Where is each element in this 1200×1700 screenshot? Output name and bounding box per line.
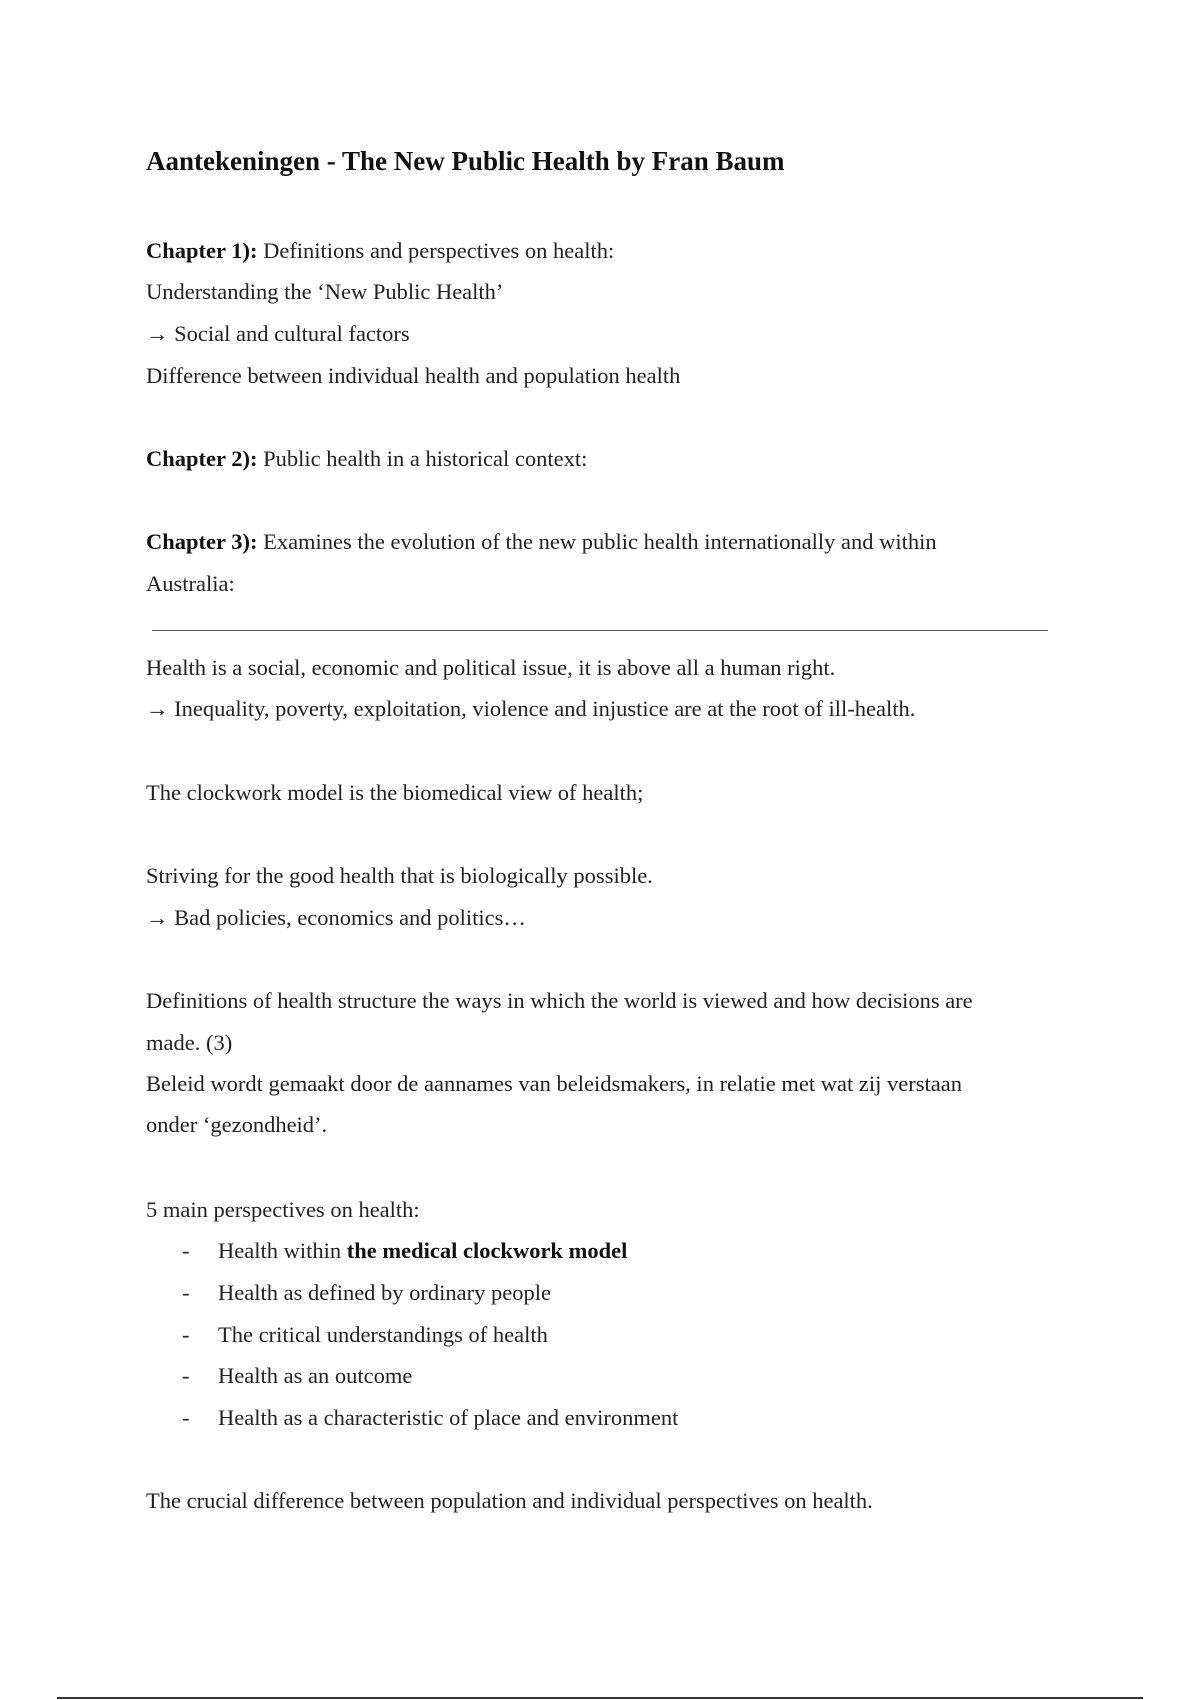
list-item-text: Health as defined by ordinary people (218, 1280, 552, 1305)
note-inequality: → Inequality, poverty, exploitation, violence and injustice are at the root of ill-health. (146, 696, 916, 721)
chapter-1-line-1: Understanding the ‘New Public Health’ (146, 279, 504, 304)
chapter-1-text: Definitions and perspectives on health: (257, 238, 615, 263)
list-dash: - (182, 1405, 190, 1430)
chapter-3-label: Chapter 3): (146, 529, 258, 554)
note-clockwork-model: The clockwork model is the biomedical view of health; (146, 780, 644, 805)
chapter-2-label: Chapter 2): (146, 446, 258, 471)
chapter-3-heading (146, 527, 937, 557)
list-item-text: Health as a characteristic of place and environment (218, 1405, 679, 1430)
chapter-3-continuation: Australia: (146, 571, 235, 596)
list-dash: - (182, 1280, 190, 1305)
perspectives-intro: 5 main perspectives on health: (146, 1197, 420, 1222)
list-item-prefix: Health within (218, 1238, 347, 1263)
list-dash: - (182, 1322, 190, 1347)
chapter-3-text: Examines the evolution of the new public health internationally and within (257, 529, 937, 554)
list-item-bold: the medical clockwork model (346, 1238, 628, 1263)
document-title: Aantekeningen - The New Public Health by Fran Baum (146, 146, 785, 176)
note-definitions-line-1: Definitions of health structure the ways in which the world is viewed and how decisions are (146, 988, 973, 1013)
note-health-human-right: Health is a social, economic and political issue, it is above all a human right. (146, 655, 836, 680)
list-dash: - (182, 1238, 190, 1263)
chapter-1-label: Chapter 1): (146, 238, 258, 263)
note-crucial-difference: The crucial difference between population and individual perspectives on health. (146, 1488, 873, 1513)
chapter-1-line-2: → Social and cultural factors (146, 321, 410, 346)
note-striving: Striving for the good health that is biologically possible. (146, 863, 653, 888)
note-bad-policies: → Bad policies, economics and politics… (146, 905, 526, 930)
footer-divider (57, 1697, 1143, 1699)
list-item-text (218, 1236, 627, 1266)
section-divider (152, 630, 1048, 631)
chapter-1-heading (146, 236, 614, 266)
chapter-1-line-3: Difference between individual health and population health (146, 363, 681, 388)
chapter-2-heading (146, 444, 587, 474)
list-item-text: The critical understandings of health (218, 1322, 548, 1347)
list-item-text: Health as an outcome (218, 1363, 413, 1388)
note-beleid-line-2: onder ‘gezondheid’. (146, 1112, 328, 1137)
note-definitions-line-2: made. (3) (146, 1030, 233, 1055)
note-beleid-line-1: Beleid wordt gemaakt door de aannames van beleidsmakers, in relatie met wat zij verstaan (146, 1071, 962, 1096)
list-dash: - (182, 1363, 190, 1388)
chapter-2-text: Public health in a historical context: (257, 446, 588, 471)
